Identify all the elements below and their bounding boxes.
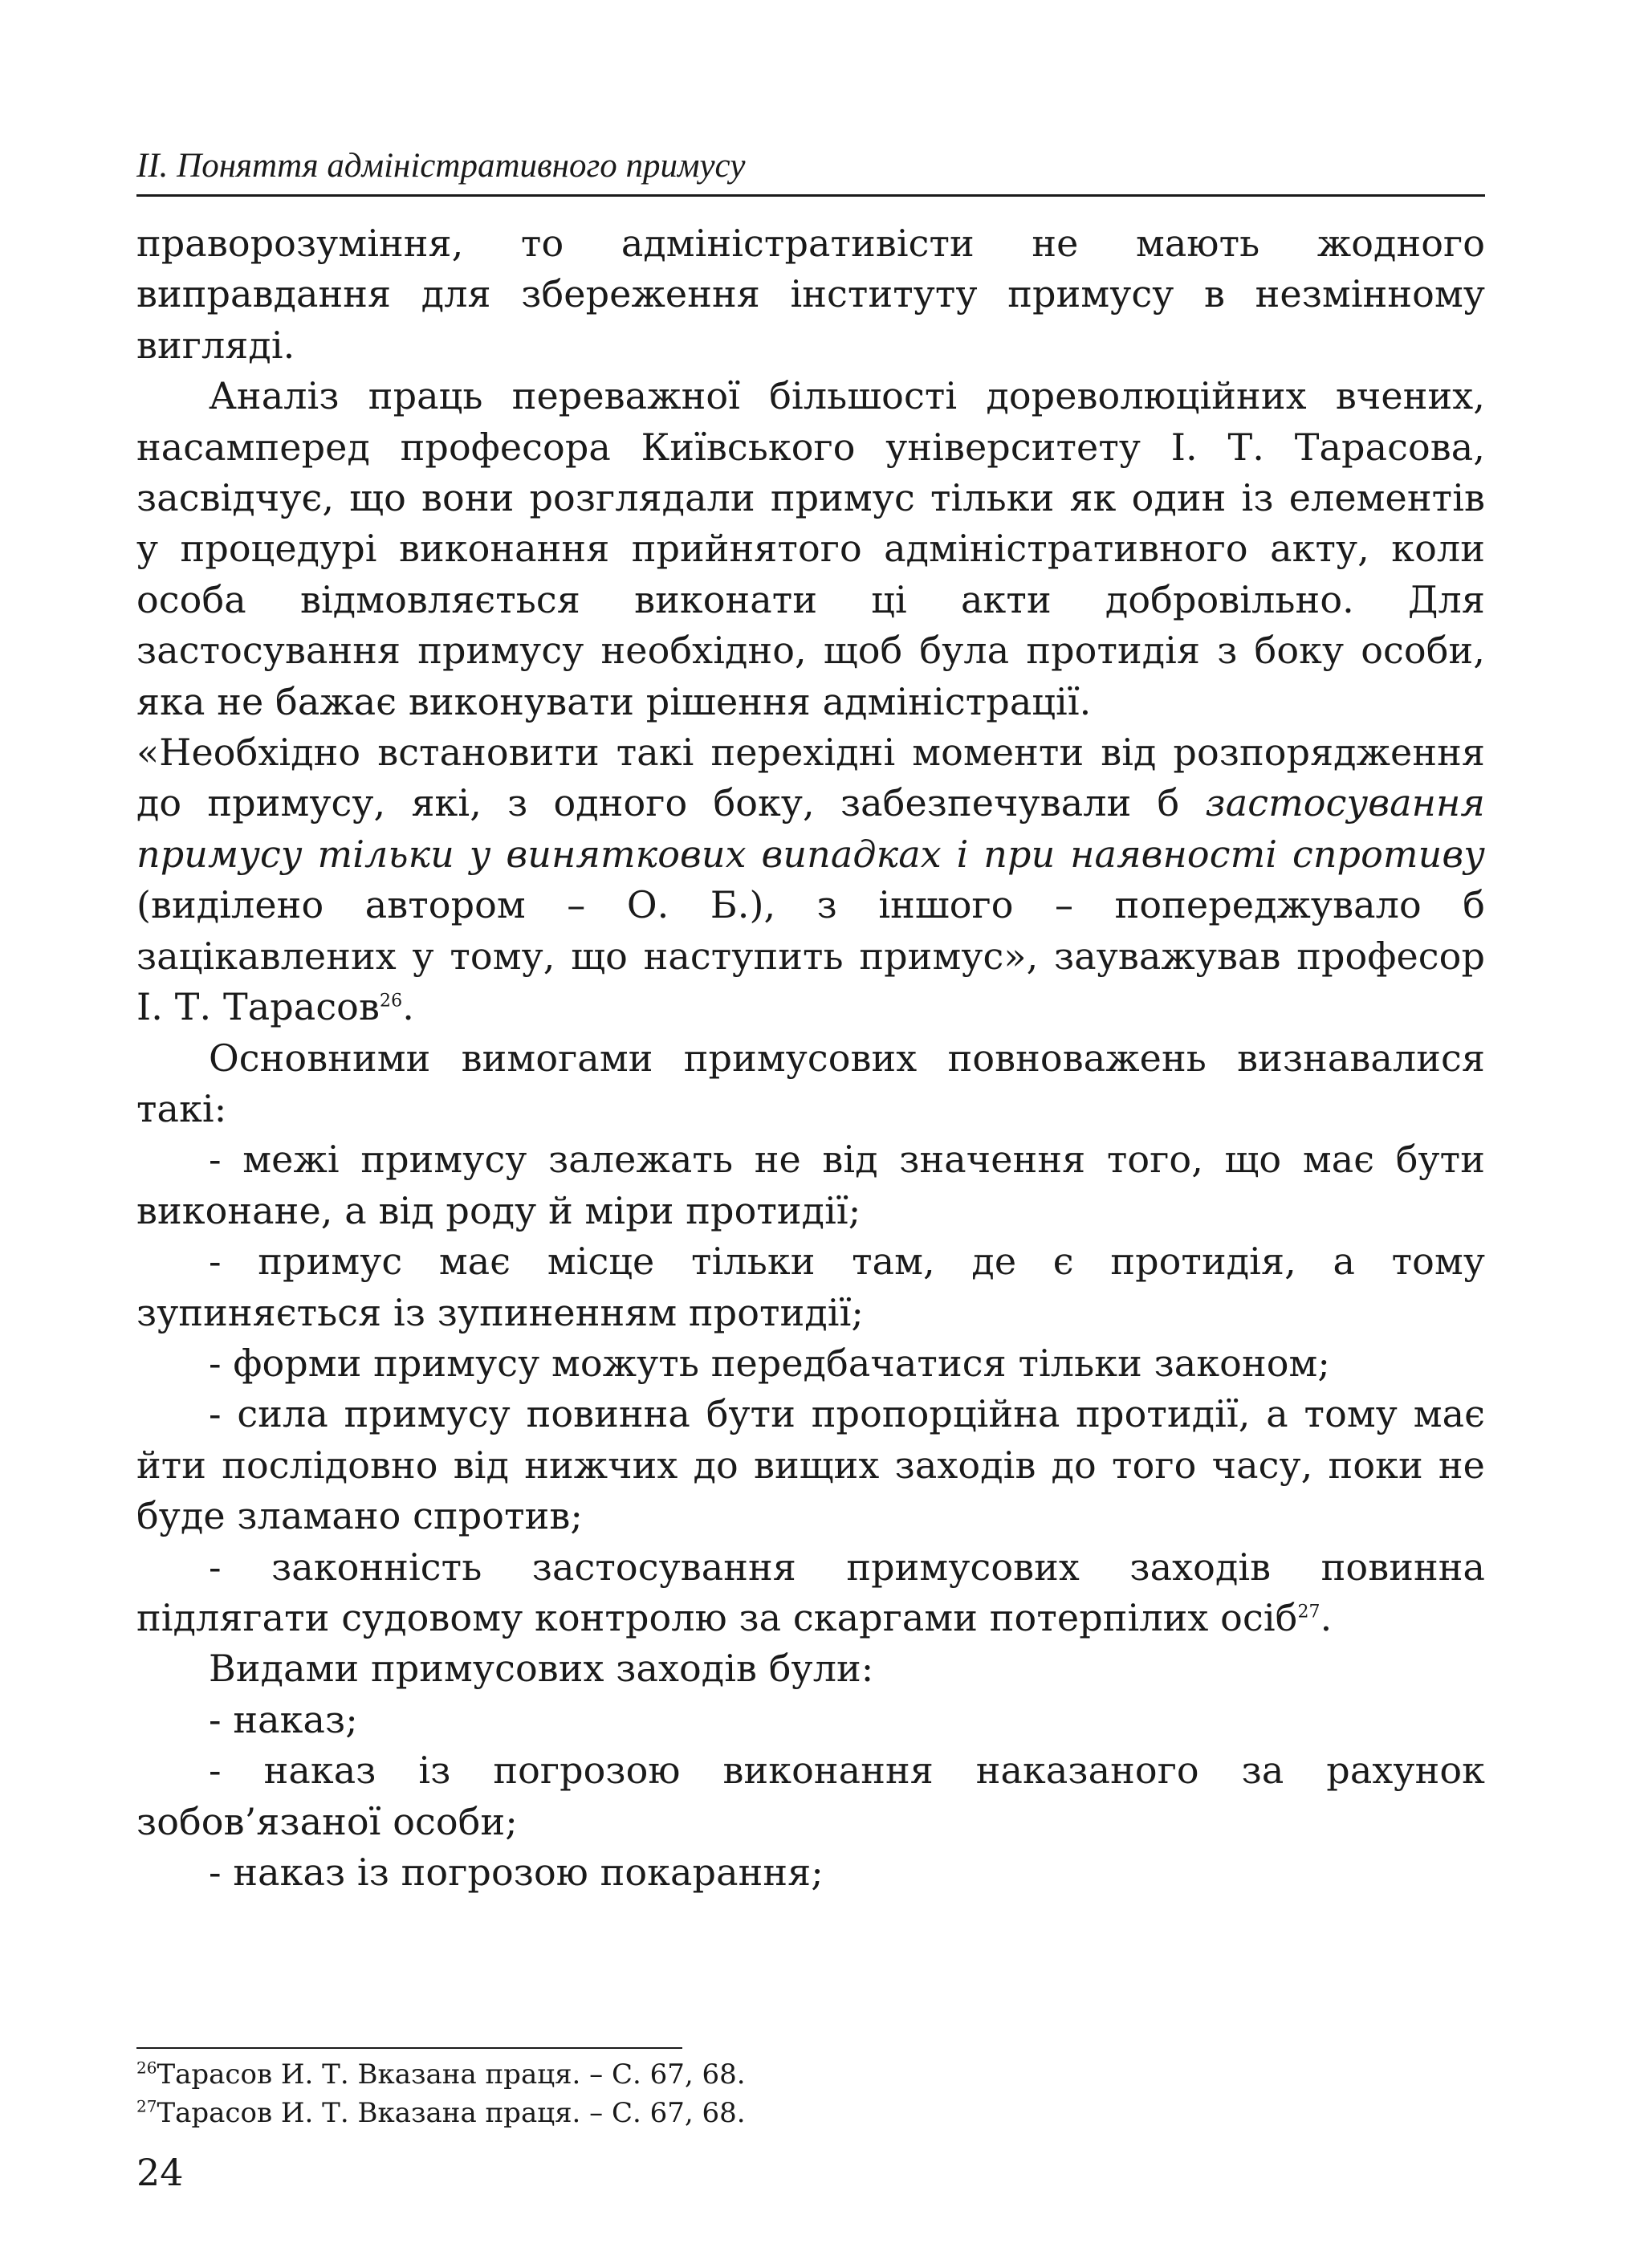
paragraph-types-intro: Видами примусових заходів були: [209, 1647, 874, 1691]
list-item-period: . [1320, 1595, 1333, 1639]
footnote-ref-26: 26 [379, 991, 403, 1012]
list-item: - наказ із погрозою покарання; [209, 1851, 824, 1894]
quote-start: «Необхідно встановити такі перехідні моменти від розпорядження до примусу, які, з одного боку, забезпечували б [136, 731, 1485, 825]
page-number: 24 [136, 2151, 184, 2194]
running-header [136, 143, 1485, 197]
quote-period: . [402, 985, 414, 1029]
paragraph-continuation: праворозуміння, то адміністративісти не мають жодного виправдання для збереження інституту примусу в незмінному вигляді. [136, 222, 1485, 367]
list-item [136, 1542, 1485, 1644]
list-item-text: - законність застосування примусових заходів повинна підлягати судовому контролю за скаргами потерпілих осіб [136, 1545, 1485, 1639]
paragraph-analysis: Аналіз праць переважної більшості дореволюційних вчених, насамперед професора Київського університету І. Т. Тарасова, засвідчує, що вони розглядали примус тільки як один із елементів у процедурі виконання прийнятого адміністративного акту, коли особа відмовляється виконати ці акти добровільно. Для застосування примусу необхідно, щоб була протидія з боку особи, яка не бажає виконувати рішення адміністрації. [136, 374, 1485, 723]
footnote-text: Тарасов И. Т. Вказана праця. – С. 67, 68. [157, 2097, 746, 2129]
list-item: - сила примусу повинна бути пропорційна протидії, а тому має йти послідовно від нижчих до вищих заходів до того часу, поки не буде зламано спротив; [136, 1392, 1485, 1538]
running-header-title: II. Поняття адміністративного примусу [136, 147, 746, 185]
footnote-26 [136, 2055, 1485, 2094]
footnote-text: Тарасов И. Т. Вказана праця. – С. 67, 68. [157, 2058, 746, 2091]
list-item: - наказ із погрозою виконання наказаного за рахунок зобов’язаної особи; [136, 1749, 1485, 1843]
footnote-27 [136, 2094, 1485, 2132]
list-item: - наказ; [209, 1697, 358, 1741]
footnote-rule [136, 2047, 682, 2049]
list-item: - межі примусу залежать не від значення того, що має бути виконане, а від роду й міри протидії; [136, 1138, 1485, 1232]
paragraph-requirements-intro: Основними вимогами примусових повноважень визнавалися такі: [136, 1036, 1485, 1130]
footnote-number: 27 [136, 2096, 157, 2116]
body-text [136, 218, 1485, 1898]
list-item: - примус має місце тільки там, де є протидія, а тому зупиняється із зупиненням протидії; [136, 1240, 1485, 1334]
footnote-ref-27: 27 [1297, 1602, 1320, 1623]
quote-end: (виділено автором – О. Б.), з іншого – попереджувало б зацікавлених у тому, що наступить примус», зауважував професор І. Т. Тарасов [136, 883, 1485, 1029]
paragraph-quote [136, 727, 1485, 1032]
header-rule [136, 194, 1485, 197]
quote-emphasis: застосування примусу тільки у виняткових випадках і при наявності спротиву [136, 781, 1485, 876]
list-item: - форми примусу можуть передбачатися тільки законом; [209, 1341, 1330, 1385]
footnotes [136, 2055, 1485, 2132]
footnote-number: 26 [136, 2058, 157, 2078]
